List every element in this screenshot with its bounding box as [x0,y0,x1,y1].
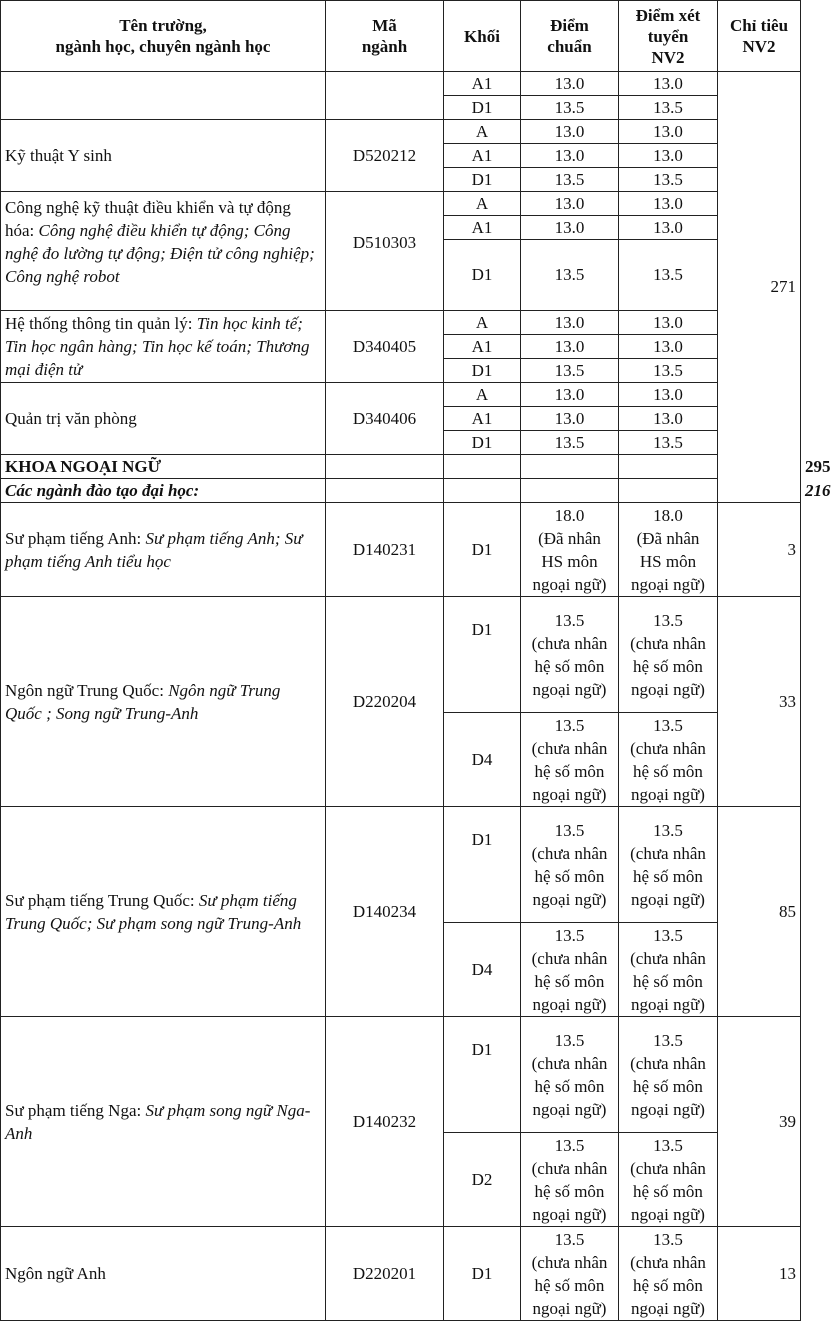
cell-score: 13.5 [521,240,619,311]
cell-block [444,479,521,503]
header-row [1,1,801,72]
cell-block: A1 [444,407,521,431]
cell-name: Công nghệ kỹ thuật điều khiển và tự động hóa: Công nghệ điều khiển tự động; Công nghệ đo lường tự động; Điện tử công nghiệp; Công nghệ robot [1,192,326,311]
cell-review: 13.0 [619,216,718,240]
table-row [1,597,801,713]
cell-name: Sư phạm tiếng Nga: Sư phạm song ngữ Nga-Anh [1,1017,326,1227]
cell-code: D220204 [326,597,444,807]
cell-block: A1 [444,72,521,96]
cell-name: Quản trị văn phòng [1,383,326,455]
cell-block: D1 [444,1017,521,1133]
cell-score: 13.5 (chưa nhân hệ số môn ngoại ngữ) [521,923,619,1017]
table-row [1,807,801,923]
cell-code: D520212 [326,120,444,192]
cell-score: 13.0 [521,216,619,240]
cell-quota: 271 [718,72,801,503]
cell-block: D2 [444,1133,521,1227]
cell-block: D4 [444,923,521,1017]
cell-name: Hệ thống thông tin quản lý: Tin học kinh tế; Tin học ngân hàng; Tin học kế toán; Thương mại điện tử [1,311,326,383]
cell-score: 13.0 [521,192,619,216]
cell-review: 13.5 (chưa nhân hệ số môn ngoại ngữ) [619,597,718,713]
cell-block: A1 [444,144,521,168]
cell-name: Sư phạm tiếng Anh: Sư phạm tiếng Anh; Sư phạm tiếng Anh tiểu học [1,503,326,597]
cell-score: 13.5 (chưa nhân hệ số môn ngoại ngữ) [521,713,619,807]
cell-review: 13.0 [619,311,718,335]
cell-code: D140231 [326,503,444,597]
header-review-score: Điểm xét tuyển NV2 [619,1,718,72]
header-score: Điểm chuẩn [521,1,619,72]
cell-block: A [444,192,521,216]
cell-score [521,455,619,479]
cell-score: 13.0 [521,335,619,359]
cell-score: 13.5 [521,168,619,192]
cell-score: 13.5 (chưa nhân hệ số môn ngoại ngữ) [521,1133,619,1227]
cell-review: 13.5 [619,96,718,120]
cell-review: 13.5 [619,359,718,383]
table-row [1,72,801,96]
table-row [1,1017,801,1133]
cell-review: 13.0 [619,120,718,144]
table-row [1,192,801,216]
cell-block: A [444,120,521,144]
cell-score: 13.5 (chưa nhân hệ số môn ngoại ngữ) [521,597,619,713]
header-block: Khối [444,1,521,72]
cell-block: D1 [444,168,521,192]
cell-review [619,455,718,479]
section-row: KHOA NGOẠI NGỮ 295 [1,455,801,479]
cell-score: 13.5 [521,359,619,383]
cell-block: D1 [444,503,521,597]
cell-score: 13.0 [521,72,619,96]
cell-review: 13.5 (chưa nhân hệ số môn ngoại ngữ) [619,923,718,1017]
cell-score: 13.0 [521,383,619,407]
table-row [1,120,801,144]
cell-review: 13.5 [619,431,718,455]
section-title: KHOA NGOẠI NGỮ [1,455,326,479]
cell-block [444,455,521,479]
cell-block: D1 [444,807,521,923]
header-quota: Chỉ tiêu NV2 [718,1,801,72]
cell-name: Sư phạm tiếng Trung Quốc: Sư phạm tiếng Trung Quốc; Sư phạm song ngữ Trung-Anh [1,807,326,1017]
cell-score: 13.5 (chưa nhân hệ số môn ngoại ngữ) [521,1227,619,1321]
cell-review: 13.5 (chưa nhân hệ số môn ngoại ngữ) [619,713,718,807]
cell-code: D220201 [326,1227,444,1321]
cell-block: A1 [444,216,521,240]
cell-block: D4 [444,713,521,807]
cell-quota: 13 [718,1227,801,1321]
cell-block: D1 [444,1227,521,1321]
cell-review: 13.5 (chưa nhân hệ số môn ngoại ngữ) [619,1133,718,1227]
cell-review: 13.5 (chưa nhân hệ số môn ngoại ngữ) [619,807,718,923]
cell-score: 13.0 [521,144,619,168]
cell-quota: 33 [718,597,801,807]
header-code: Mã ngành [326,1,444,72]
cell-score: 18.0 (Đã nhân HS môn ngoại ngữ) [521,503,619,597]
table-row [1,311,801,335]
cell-score: 13.0 [521,120,619,144]
table-row [1,383,801,407]
cell-review: 13.0 [619,144,718,168]
cell-score: 13.5 [521,96,619,120]
cell-review: 13.0 [619,335,718,359]
cell-score [521,479,619,503]
cell-code: D510303 [326,192,444,311]
cell-name: Ngôn ngữ Trung Quốc: Ngôn ngữ Trung Quốc ; Song ngữ Trung-Anh [1,597,326,807]
cell-code: D140232 [326,1017,444,1227]
cell-code: D340406 [326,383,444,455]
cell-score: 13.5 [521,431,619,455]
cell-code [326,72,444,120]
header-name: Tên trường, ngành học, chuyên ngành học [1,1,326,72]
cell-review: 13.0 [619,407,718,431]
cell-quota: 39 [718,1017,801,1227]
cell-block: A [444,311,521,335]
cell-code: D140234 [326,807,444,1017]
cell-score: 13.5 (chưa nhân hệ số môn ngoại ngữ) [521,1017,619,1133]
table-row [1,503,801,597]
cell-score: 13.0 [521,407,619,431]
cell-code [326,455,444,479]
cell-name: Ngôn ngữ Anh [1,1227,326,1321]
cell-review: 13.0 [619,383,718,407]
subsection-title: Các ngành đào tạo đại học: [1,479,326,503]
cell-score: 13.5 (chưa nhân hệ số môn ngoại ngữ) [521,807,619,923]
cell-review: 18.0 (Đã nhân HS môn ngoại ngữ) [619,503,718,597]
cell-review: 13.5 (chưa nhân hệ số môn ngoại ngữ) [619,1017,718,1133]
cell-block: D1 [444,597,521,713]
cell-review: 13.5 [619,168,718,192]
cell-quota: 3 [718,503,801,597]
cell-code [326,479,444,503]
table-row [1,1227,801,1321]
cell-review [619,479,718,503]
cell-review: 13.0 [619,72,718,96]
cell-name: Kỹ thuật Y sinh [1,120,326,192]
cell-review: 13.0 [619,192,718,216]
cell-quota: 85 [718,807,801,1017]
cell-block: D1 [444,240,521,311]
cell-code: D340405 [326,311,444,383]
cell-block: A [444,383,521,407]
cell-block: D1 [444,96,521,120]
cell-block: D1 [444,359,521,383]
cell-review: 13.5 (chưa nhân hệ số môn ngoại ngữ) [619,1227,718,1321]
cell-block: A1 [444,335,521,359]
cell-score: 13.0 [521,311,619,335]
cell-name [1,72,326,120]
cell-block: D1 [444,431,521,455]
subsection-row: Các ngành đào tạo đại học: 216 [1,479,801,503]
cell-review: 13.5 [619,240,718,311]
